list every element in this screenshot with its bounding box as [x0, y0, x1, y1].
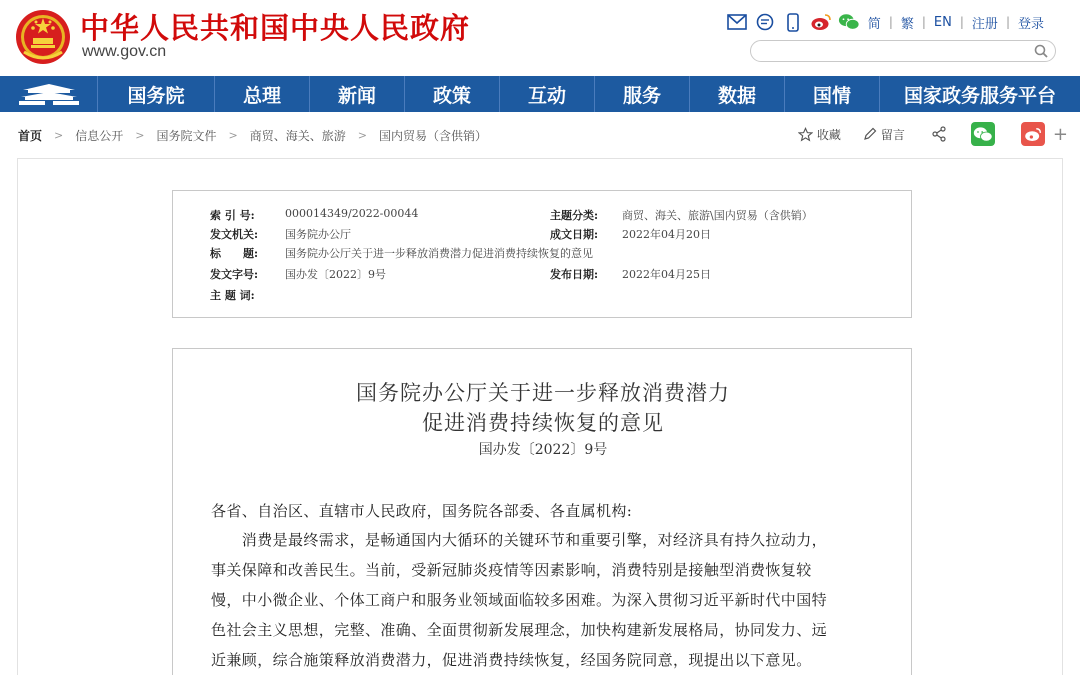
site-domain: www.gov.cn [82, 43, 167, 60]
login-link[interactable]: 登录 [1017, 16, 1044, 32]
nav-item-interaction[interactable]: 互动 [500, 76, 595, 112]
publish-date-label: 发布日期: [550, 268, 599, 281]
issuer-label: 发文机关: [210, 228, 259, 241]
index-value: 000014349/2022-00044 [285, 207, 419, 220]
breadcrumb-item[interactable]: 国内贸易（含供销） [378, 129, 487, 143]
chevron-right-icon: > [228, 129, 238, 142]
wechat-icon[interactable] [838, 12, 860, 32]
paragraph-line: 慢，中小微企业、个体工商户和服务业领域面临较多困难。为深入贯彻习近平新时代中国特 [211, 591, 828, 609]
english-link[interactable]: EN [933, 14, 952, 30]
traditional-chinese-link[interactable]: 繁 [900, 16, 914, 32]
weibo-icon[interactable] [810, 12, 832, 32]
link-separator: | [959, 15, 964, 29]
top-links [726, 11, 1046, 33]
paragraph-line: 近兼顾，综合施策释放消费潜力，促进消费持续恢复，经国务院同意，现提出以下意见。 [211, 651, 812, 669]
site-title[interactable]: 中华人民共和国中央人民政府 [80, 11, 471, 45]
publish-date-value: 2022年04月25日 [622, 268, 711, 281]
pencil-icon [863, 127, 877, 141]
index-label: 索 引 号: [210, 209, 255, 222]
main-nav [0, 76, 1080, 112]
paragraph-line: 消费是最终需求，是畅通国内大循环的关键环节和重要引擎，对经济具有持久拉动力， [211, 531, 828, 549]
favorite-label: 收藏 [816, 127, 841, 142]
keywords-label: 主 题 词: [210, 289, 255, 302]
breadcrumb-item[interactable]: 国务院文件 [156, 129, 217, 143]
chevron-right-icon: > [135, 129, 145, 142]
nav-item-state-council[interactable]: 国务院 [98, 76, 215, 112]
national-emblem-icon[interactable] [14, 8, 72, 66]
topic-value: 商贸、海关、旅游\国内贸易（含供销） [622, 209, 813, 222]
simplified-chinese-link[interactable]: 简 [867, 16, 881, 32]
nav-item-premier[interactable]: 总理 [215, 76, 310, 112]
nav-item-gov-service-platform[interactable]: 国家政务服务平台 [903, 84, 1056, 107]
issuer-value: 国务院办公厅 [285, 228, 351, 241]
link-separator: | [921, 15, 926, 29]
comment-label: 留言 [880, 127, 905, 142]
breadcrumb-bar [0, 112, 1080, 158]
star-icon [798, 127, 813, 142]
more-share-icon[interactable]: + [1052, 123, 1068, 145]
topic-label: 主题分类: [550, 209, 599, 222]
link-separator: | [888, 15, 893, 29]
register-link[interactable]: 注册 [971, 16, 998, 32]
share-icon [931, 126, 947, 142]
document-title-line: 国务院办公厅关于进一步释放消费潜力 [356, 381, 730, 405]
wechat-share-icon[interactable] [971, 122, 995, 146]
chat-icon[interactable] [754, 12, 776, 32]
salutation: 各省、自治区、直辖市人民政府，国务院各部委、各直属机构: [211, 502, 633, 520]
share-button[interactable] [931, 126, 947, 142]
comment-button[interactable] [863, 126, 905, 143]
favorite-button[interactable] [798, 126, 841, 143]
nav-item-news[interactable]: 新闻 [310, 76, 405, 112]
mobile-icon[interactable] [782, 12, 804, 32]
document-number: 国办发〔2022〕9号 [478, 442, 608, 458]
written-date-label: 成文日期: [550, 228, 599, 241]
written-date-value: 2022年04月20日 [622, 228, 711, 241]
doc-number-value: 国办发〔2022〕9号 [285, 268, 386, 281]
breadcrumb-home[interactable]: 首页 [18, 129, 43, 143]
site-header [0, 0, 1080, 76]
tiananmen-icon [17, 81, 81, 107]
search-box [750, 40, 1056, 62]
title-value: 国务院办公厅关于进一步释放消费潜力促进消费持续恢复的意见 [285, 247, 593, 260]
document-title-line: 促进消费持续恢复的意见 [422, 411, 664, 435]
link-separator: | [1005, 15, 1010, 29]
chevron-right-icon: > [357, 129, 367, 142]
title-label: 标 题: [210, 247, 259, 260]
nav-item-national-conditions[interactable]: 国情 [785, 76, 880, 112]
page-tools [798, 122, 1068, 146]
mail-icon[interactable] [726, 12, 748, 32]
breadcrumb-item[interactable]: 信息公开 [75, 129, 124, 143]
doc-number-label: 发文字号: [210, 268, 259, 281]
document-info-table [172, 190, 912, 318]
paragraph-line: 事关保障和改善民生。当前，受新冠肺炎疫情等因素影响，消费特别是接触型消费恢复较 [211, 561, 812, 579]
paragraph-line: 色社会主义思想，完整、准确、全面贯彻新发展理念，加快构建新发展格局，协同发力、远 [211, 621, 828, 639]
nav-item-data[interactable]: 数据 [690, 76, 785, 112]
nav-item-services[interactable]: 服务 [595, 76, 690, 112]
nav-home[interactable] [0, 76, 98, 112]
search-input[interactable] [761, 43, 1021, 59]
breadcrumb-item[interactable]: 商贸、海关、旅游 [249, 129, 346, 143]
weibo-share-icon[interactable] [1021, 122, 1045, 146]
breadcrumb [18, 127, 487, 144]
nav-item-policy[interactable]: 政策 [405, 76, 500, 112]
search-icon[interactable] [1033, 43, 1049, 59]
document-body [172, 348, 912, 675]
chevron-right-icon: > [54, 129, 64, 142]
